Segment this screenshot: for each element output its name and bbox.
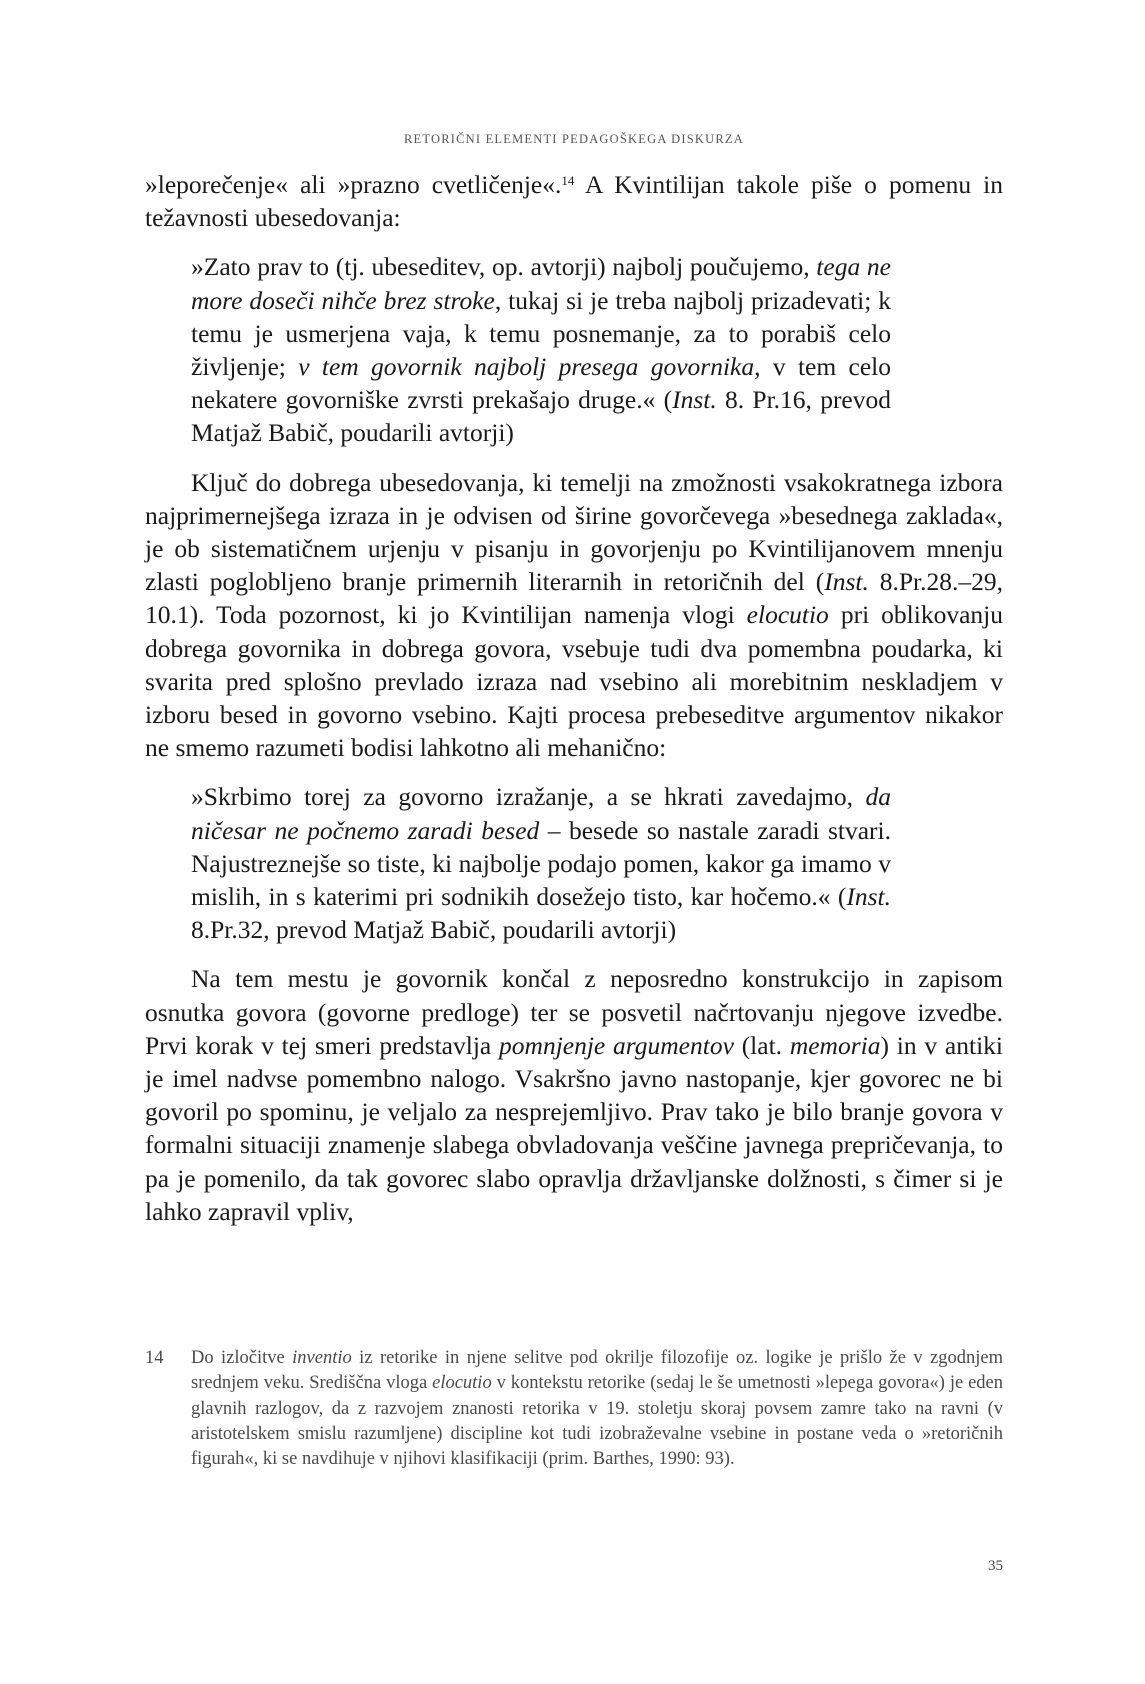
paragraph: Ključ do dobrega ubesedovanja, ki temelji na zmožnosti vsakokratnega izbora najprimernejšega izraza in je odvisen od širine govorčevega »besednega zaklada«, je ob sistematičnem urjenju v pisanju in govorjenju po Kvintilijanovem mnenju zlasti poglobljeno branje primernih literarnih in retoričnih del (Inst. 8.Pr.28.–29, 10.1). Toda pozornost, ki jo Kvintilijan namenja vlogi elocutio pri oblikovanju dobrega govornika in dobrega govora, vsebuje tudi dva pomembna poudarka, ki svarita pred splošno prevlado izraza nad vsebino ali morebitnim neskladjem v izboru besed in govorno vsebino. Kajti procesa prebeseditve argumentov nikakor ne smemo razumeti bodisi lahkotno ali mehanično:: [145, 467, 1003, 763]
footnote-text: Do izločitve inventio iz retorike in njene selitve pod okrilje filozofije oz. logike je prišlo že v zgodnjem srednjem veku. Središčna vloga elocutio v kontekstu retorike (sedaj le še umetnosti »lepega govora«) je eden glavnih razlogov, da z razvojem znanosti retorika v 19. stoletju skoraj povsem zamre tako na ravni (v aristotelskem smislu razumljene) discipline kot tudi izobraževalne vsebine in postane veda o »retoričnih figurah«, ki se navdihuje v njihovi klasifikaciji (prim. Barthes, 1990: 93).: [191, 1348, 1004, 1470]
main-text: [145, 168, 1003, 1228]
footnote-number: 14: [145, 1348, 164, 1368]
block-quote: »Zato prav to (tj. ubeseditev, op. avtorji) najbolj poučujemo, tega ne more doseči nihče brez stroke, tukaj si je treba najbolj prizadevati; k temu je usmerjena vaja, k temu posnemanje, za to porabiš celo življenje; v tem govornik najbolj presega govornika, v tem celo nekatere govorniške zvrsti prekašajo druge.« (Inst. 8. Pr.16, prevod Matjaž Babič, poudarili avtorji): [191, 252, 892, 448]
page-number: 35: [988, 1558, 1003, 1574]
paragraph: Na tem mestu je govornik končal z neposredno konstrukcijo in zapisom osnutka govora (govorne predloge) ter se posvetil načrtovanju njegove izvedbe. Prvi korak v tej smeri predstavlja pomnjenje argumentov (lat. memoria) in v antiki je imel nadvse pomembno nalogo. Vsakršno javno nastopanje, kjer govorec ne bi govoril po spominu, je veljalo za nesprejemljivo. Prav tako je bilo branje govora v formalni situaciji znamenje slabega obvladovanja veščine javnega prepričevanja, to pa je pomenilo, da tak govorec slabo opravlja državljanske dolžnosti, s čimer si je lahko zapravil vpliv,: [145, 964, 1003, 1226]
running-head: RETORIČNI ELEMENTI PEDAGOŠKEGA DISKURZA: [404, 132, 744, 146]
paragraph-continuation: »leporečenje« ali »prazno cvetličenje«.$^{14}$ A Kvintilijan takole piše o pomenu in težavnosti ubesedovanja:: [145, 170, 1003, 233]
footnote: [145, 1346, 1003, 1472]
block-quote: »Skrbimo torej za govorno izražanje, a se hkrati zavedajmo, da ničesar ne počnemo zaradi besed – besede so nastale zaradi stvari. Najustreznejše so tiste, ki najbolje podajo pomen, kakor ga imamo v mislih, in s katerimi pri sodnikih dosežejo tisto, kar hočemo.« (Inst. 8.Pr.32, prevod Matjaž Babič, poudarili avtorji): [191, 782, 891, 945]
footnote-reference[interactable]: 14: [561, 173, 575, 188]
